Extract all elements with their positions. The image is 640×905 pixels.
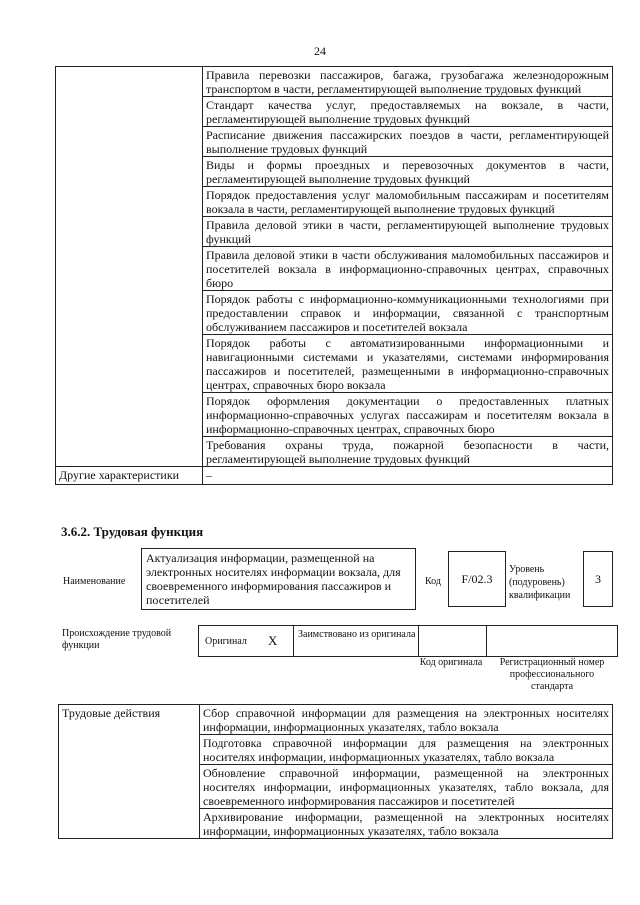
section-title: 3.6.2. Трудовая функция <box>61 524 204 539</box>
table-cell: Порядок предоставления услуг маломобильным пассажирам и посетителям вокзала в части, регламентирующей выполнение трудовых функций <box>203 187 613 217</box>
page-number: 24 <box>314 44 326 58</box>
table-cell: Подготовка справочной информации для размещения на электронных носителях информации, информационных указателях, табло вокзала <box>200 735 613 765</box>
original-label: Оригинал <box>205 636 247 647</box>
table-row <box>56 67 613 97</box>
original-code-caption: Код оригинала <box>419 657 483 668</box>
labor-actions-table <box>58 704 613 839</box>
table-cell: Порядок оформления документации о предоставленных платных информационно-справочных услугах пассажирам и посетителям вокзала в информационно-справочных центрах, справочных бюро <box>203 393 613 437</box>
table-cell: Правила перевозки пассажиров, багажа, грузобагажа железнодорожным транспортом в части, регламентирующей выполнение трудовых функций <box>203 67 613 97</box>
table-cell: Порядок работы с автоматизированными информационными и навигационными системами и указателями, системами информирования пассажиров и посетителей, размещенными в информационно-справочных центрах, справочных бюро вокзала <box>203 335 613 393</box>
code-label: Код <box>425 576 441 587</box>
table-cell: Стандарт качества услуг, предоставляемых на вокзале, в части, регламентирующей выполнение трудовых функций <box>203 97 613 127</box>
original-cell <box>199 626 294 656</box>
original-code-cell <box>419 626 487 656</box>
registration-number-cell <box>487 626 617 656</box>
registration-number-caption: Регистрационный номер профессионального стандарта <box>499 657 605 692</box>
table-row <box>59 705 613 735</box>
table-cell: Сбор справочной информации для размещения на электронных носителях информации, информационных указателях, табло вокзала <box>200 705 613 735</box>
other-characteristics-label: Другие характеристики <box>56 467 203 485</box>
knowledge-table <box>55 66 613 485</box>
table-cell: Правила деловой этики в части обслуживания маломобильных пассажиров и посетителей вокзала в информационно-справочных центрах, справочных бюро <box>203 247 613 291</box>
table-cell: Порядок работы с информационно-коммуникационными технологиями при предоставлении справок и информации, связанной с транспортным обслуживанием пассажиров и посетителей вокзала <box>203 291 613 335</box>
function-code-value: F/02.3 <box>461 571 493 586</box>
original-mark: X <box>268 633 278 648</box>
function-code <box>448 551 506 607</box>
borrowed-label: Заимствовано из оригинала <box>298 629 416 640</box>
qualification-level-value: 3 <box>595 571 601 586</box>
table-cell: Архивирование информации, размещенной на электронных носителях информации, информационных указателях, табло вокзала <box>200 809 613 839</box>
origin-table <box>198 625 618 657</box>
qualification-level <box>583 551 613 607</box>
table-cell: Правила деловой этики в части, регламентирующей выполнение трудовых функций <box>203 217 613 247</box>
function-name: Актуализация информации, размещенной на электронных носителях информации вокзала, для своевременного информирования пассажиров и посетителей <box>141 548 416 610</box>
table-row <box>56 467 613 485</box>
labor-actions-label: Трудовые действия <box>59 705 200 839</box>
other-characteristics-value: – <box>203 467 613 485</box>
table-cell-empty <box>56 67 203 467</box>
table-cell: Обновление справочной информации, размещенной на электронных носителях информации, информационных указателях, табло вокзала, для своевременного информирования пассажиров и посетителей <box>200 765 613 809</box>
table-cell: Требования охраны труда, пожарной безопасности в части, регламентирующей выполнение трудовых функций <box>203 437 613 467</box>
name-label: Наименование <box>63 576 126 587</box>
origin-label: Происхождение трудовой функции <box>62 628 172 651</box>
table-cell: Расписание движения пассажирских поездов в части, регламентирующей выполнение трудовых функций <box>203 127 613 157</box>
borrowed-cell <box>294 626 419 656</box>
table-cell: Виды и формы проездных и перевозочных документов в части, регламентирующей выполнение трудовых функций <box>203 157 613 187</box>
level-label: Уровень (подуровень) квалификации <box>509 564 571 601</box>
